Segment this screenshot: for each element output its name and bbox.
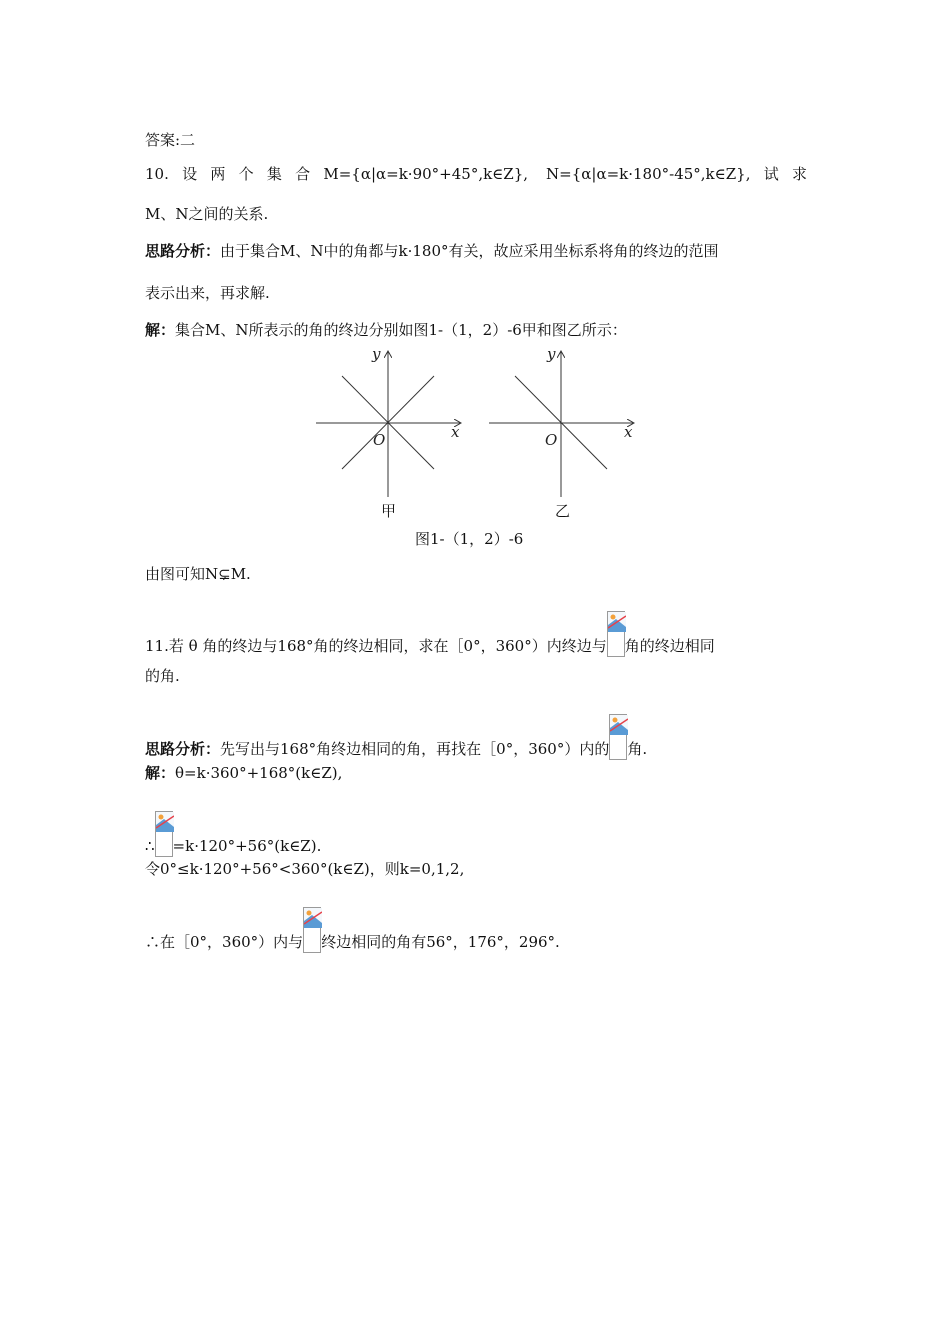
analysis-label: 思路分析：: [145, 740, 221, 758]
solution-10-line: [145, 320, 627, 340]
solution-11-line4: [145, 907, 560, 953]
question-11-text-b: 角的终边相同: [624, 637, 715, 655]
conclusion-10: 由图可知N⊊M.: [145, 565, 251, 583]
question-11-text-a: 11.若 θ 角的终边与168°角的终边相同，求在［0°，360°）内终边与: [145, 637, 607, 655]
solution-11-line3: 令0°≤k·120°+56°<360°(k∈Z)，则k=0,1,2,: [145, 860, 465, 878]
broken-image-icon: [303, 907, 321, 953]
analysis-10-line2: 表示出来，再求解.: [145, 284, 270, 302]
analysis-10-line1: [145, 241, 719, 261]
therefore-symbol: ∴: [145, 837, 155, 855]
origin-label: O: [545, 431, 558, 449]
solution-11-line1: [145, 763, 342, 783]
y-axis-label: y: [372, 345, 381, 363]
solution-10-text: 集合M、N所表示的角的终边分别如图1-（1，2）-6甲和图乙所示：: [175, 321, 627, 339]
solution-label: 解：: [145, 764, 176, 782]
question-10-line2: M、N之间的关系.: [145, 205, 269, 223]
broken-image-icon: [607, 611, 625, 657]
x-axis-label: x: [624, 423, 633, 441]
analysis-11-text-a: 先写出与168°角终边相同的角，再找在［0°，360°）内的: [220, 740, 610, 758]
solution-11-text1: θ=k·360°+168°(k∈Z),: [175, 764, 343, 782]
x-axis-label: x: [451, 423, 460, 441]
question-10-line1: 10.设两个集合M={α|α=k·90°+45°,k∈Z}, N={α|α=k·180°-45°,k∈Z},试求: [145, 165, 807, 183]
origin-label: O: [373, 431, 386, 449]
analysis-label: 思路分析：: [145, 242, 221, 260]
analysis-10-text1: 由于集合M、N中的角都与k·180°有关，故应采用坐标系将角的终边的范围: [220, 242, 719, 260]
answer-line: 答案:二: [145, 131, 196, 149]
figure-left-caption: 甲: [381, 502, 397, 520]
figure-left-axes: [310, 342, 470, 502]
solution-11-text4b: 终边相同的角有56°，176°，296°.: [321, 933, 560, 951]
solution-11-line2: [145, 811, 321, 857]
figure-caption: 图1-（1，2）-6: [415, 530, 524, 548]
question-11-line1: [145, 611, 715, 657]
broken-image-icon: [155, 811, 173, 857]
analysis-11-text-b: 角.: [627, 740, 648, 758]
analysis-11-line: [145, 714, 647, 760]
solution-label: 解：: [145, 321, 176, 339]
question-11-line2: 的角.: [145, 667, 180, 685]
figure-right-caption: 乙: [555, 502, 571, 520]
solution-11-text4a: ∴在［0°，360°）内与: [145, 933, 304, 951]
broken-image-icon: [609, 714, 627, 760]
y-axis-label: y: [547, 345, 556, 363]
figure-right-axes: [485, 342, 645, 502]
solution-11-text2: =k·120°+56°(k∈Z).: [172, 837, 322, 855]
